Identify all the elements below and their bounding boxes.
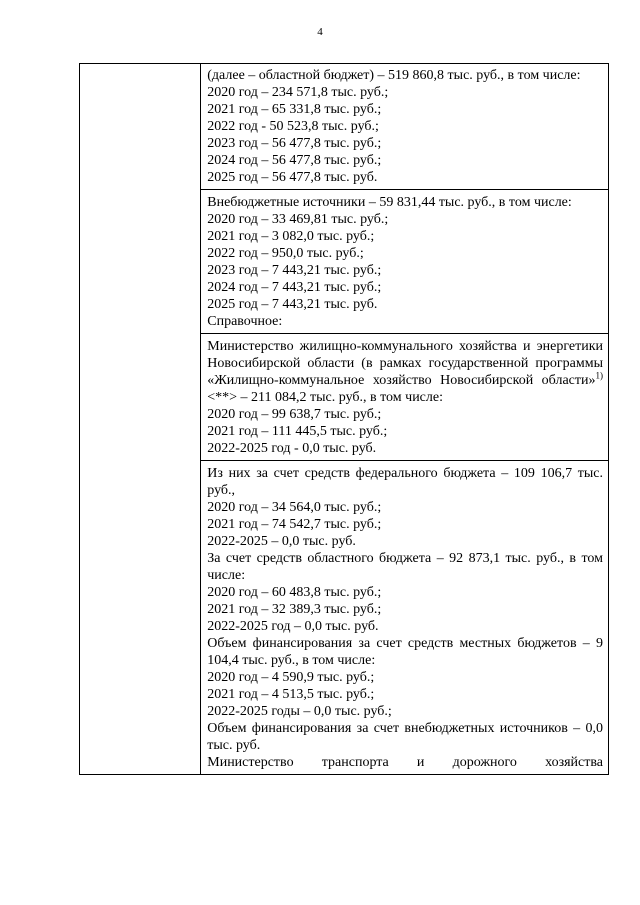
extrabudget-cell xyxy=(201,190,609,334)
year-line: 2021 год – 65 331,8 тыс. руб.; xyxy=(207,102,382,117)
extrabudget-total: Внебюджетные источники – 59 831,44 тыс. руб., в том числе: xyxy=(207,195,572,210)
ministry-transport-heading: Министерство транспорта и дорожного хозяйства xyxy=(207,755,603,770)
year-line: 2021 год – 32 389,3 тыс. руб.; xyxy=(207,602,382,617)
funding-breakdown-cell xyxy=(201,461,609,775)
table-row xyxy=(80,64,609,190)
regional-budget-subtotal: За счет средств областного бюджета – 92 873,1 тыс. руб., в том числе: xyxy=(207,551,603,583)
regional-budget-cell xyxy=(201,64,609,190)
year-line: 2025 год – 7 443,21 тыс. руб. xyxy=(207,297,378,312)
year-line: 2020 год – 60 483,8 тыс. руб.; xyxy=(207,585,382,600)
year-line: 2022-2025 год – 0,0 тыс. руб. xyxy=(207,619,379,634)
year-line: 2022-2025 год - 0,0 тыс. руб. xyxy=(207,441,377,456)
year-line: 2023 год – 7 443,21 тыс. руб.; xyxy=(207,263,382,278)
year-line: 2021 год – 74 542,7 тыс. руб.; xyxy=(207,517,382,532)
financing-table xyxy=(79,63,609,775)
year-line: 2022 год - 50 523,8 тыс. руб.; xyxy=(207,119,379,134)
regional-budget-total: (далее – областной бюджет) – 519 860,8 тыс. руб., в том числе: xyxy=(207,68,581,83)
year-line: 2022 год – 950,0 тыс. руб.; xyxy=(207,246,364,261)
year-line: 2020 год – 234 571,8 тыс. руб.; xyxy=(207,85,389,100)
year-line: 2024 год – 7 443,21 тыс. руб.; xyxy=(207,280,382,295)
year-line: 2021 год – 3 082,0 тыс. руб.; xyxy=(207,229,375,244)
reference-label: Справочное: xyxy=(207,314,283,329)
year-line: 2021 год – 4 513,5 тыс. руб.; xyxy=(207,687,375,702)
year-line: 2020 год – 34 564,0 тыс. руб.; xyxy=(207,500,382,515)
federal-budget-total: Из них за счет средств федерального бюджета – 109 106,7 тыс. руб., xyxy=(207,466,603,498)
year-line: 2024 год – 56 477,8 тыс. руб.; xyxy=(207,153,382,168)
year-line: 2020 год – 33 469,81 тыс. руб.; xyxy=(207,212,389,227)
local-budget-total: Объем финансирования за счет средств местных бюджетов – 9 104,4 тыс. руб., в том числе: xyxy=(207,636,603,668)
year-line: 2022-2025 – 0,0 тыс. руб. xyxy=(207,534,356,549)
extrabudget-subtotal: Объем финансирования за счет внебюджетных источников – 0,0 тыс. руб. xyxy=(207,721,603,753)
page-number: 4 xyxy=(317,26,323,38)
year-line: 2023 год – 56 477,8 тыс. руб.; xyxy=(207,136,382,151)
year-line: 2020 год – 4 590,9 тыс. руб.; xyxy=(207,670,375,685)
ministry-housing-amount: <**> – 211 084,2 тыс. руб., в том числе: xyxy=(207,390,443,405)
year-line: 2022-2025 годы – 0,0 тыс. руб.; xyxy=(207,704,392,719)
ministry-housing-cell xyxy=(201,334,609,461)
ministry-housing-total xyxy=(207,338,603,406)
footnote-mark: 1) xyxy=(595,370,603,381)
ministry-housing-text: Министерство жилищно-коммунального хозяйства и энергетики Новосибирской области (в рамках государственной программы «Жилищно-коммунальное хозяйство Новосибирской области» xyxy=(207,339,603,388)
year-line: 2020 год – 99 638,7 тыс. руб.; xyxy=(207,407,382,422)
year-line: 2025 год – 56 477,8 тыс. руб. xyxy=(207,170,378,185)
year-line: 2021 год – 111 445,5 тыс. руб.; xyxy=(207,424,388,439)
left-column-cell xyxy=(80,64,201,775)
